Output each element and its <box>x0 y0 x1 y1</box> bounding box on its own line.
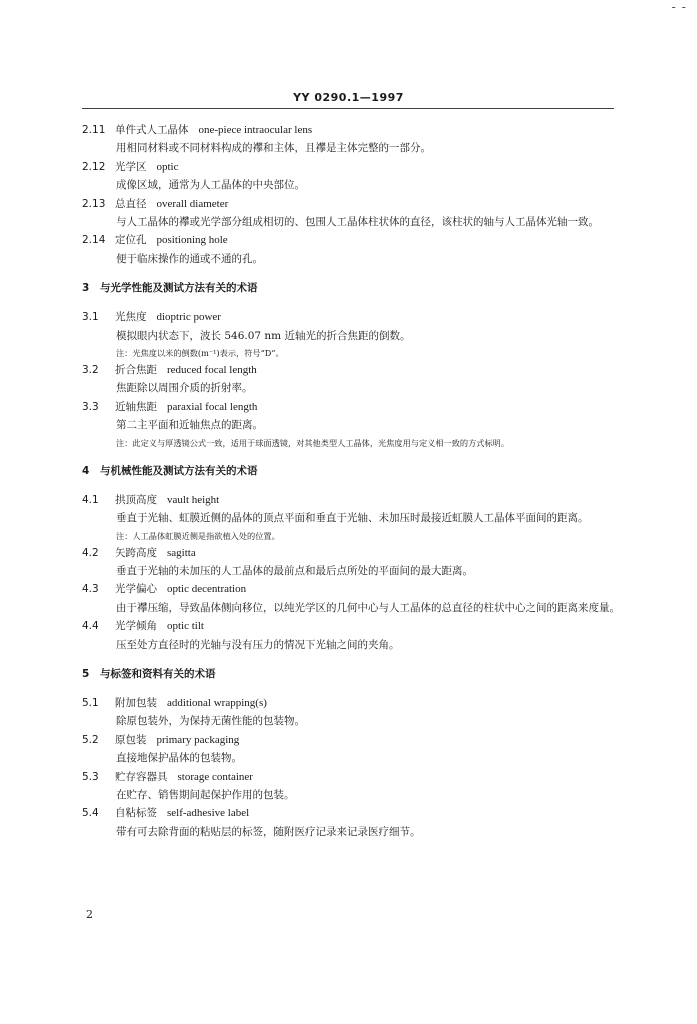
term-definition: 便于临床操作的通或不通的孔。 <box>116 252 263 265</box>
term-english: optic tilt <box>167 620 204 633</box>
term-chinese: 定位孔 <box>115 234 147 247</box>
term-entry <box>82 121 622 139</box>
term-entry <box>82 580 622 598</box>
term-definition: 由于襻压缩，导致晶体侧向移位，以纯光学区的几何中心与人工晶体的总直径的柱状中心之间的距离来度量。 <box>116 601 620 614</box>
term-definition: 垂直于光轴、虹膜近侧的晶体的顶点平面和垂直于光轴、未加压时最接近虹膜人工晶体平面间的距离。 <box>116 512 589 525</box>
term-definition: 在贮存、销售期间起保护作用的包装。 <box>116 788 295 801</box>
page-number: 2 <box>86 908 93 921</box>
term-entry <box>82 768 622 786</box>
term-entry <box>82 491 622 509</box>
term-chinese: 单件式人工晶体 <box>115 124 189 136</box>
term-note: 注：此定义与厚透镜公式一致，适用于球面透镜，对其他类型人工晶体，光焦度用与定义相一致的方式标明。 <box>116 437 510 448</box>
header-rule <box>82 108 614 109</box>
term-definition: 垂直于光轴的未加压的人工晶体的最前点和最后点所处的平面间的最大距离。 <box>116 564 473 577</box>
term-note: 注：人工晶体虹膜近侧是指欲植入处的位置。 <box>116 530 280 541</box>
term-entry <box>82 195 622 213</box>
term-number: 4.1 <box>82 493 99 506</box>
term-entry <box>82 308 622 326</box>
term-english: additional wrapping(s) <box>167 696 267 709</box>
section-heading <box>82 279 622 297</box>
section-heading <box>82 665 622 683</box>
term-chinese: 光焦度 <box>115 311 147 324</box>
term-english: overall diameter <box>156 197 229 210</box>
term-number: 5.3 <box>82 770 99 783</box>
corner-mark: - - <box>671 0 687 14</box>
term-entry <box>82 398 622 416</box>
section-title: 与机械性能及测试方法有关的术语 <box>100 464 258 477</box>
term-entry <box>82 544 622 562</box>
section-heading <box>82 462 622 480</box>
term-entry <box>82 804 622 822</box>
term-definition: 焦距除以周围介质的折射率。 <box>116 382 253 395</box>
term-english: positioning hole <box>156 234 228 247</box>
term-definition: 成像区域，通常为人工晶体的中央部位。 <box>116 179 305 192</box>
term-chinese: 总直径 <box>115 197 147 210</box>
term-english: optic decentration <box>167 583 247 596</box>
term-number: 2.11 <box>82 124 106 136</box>
term-definition: 除原包装外，为保持无菌性能的包装物。 <box>116 715 305 728</box>
term-number: 3.1 <box>82 311 99 324</box>
term-english: optic <box>156 160 179 173</box>
term-number: 5.4 <box>82 807 99 820</box>
term-number: 2.14 <box>82 234 106 247</box>
term-chinese: 拱顶高度 <box>115 493 157 506</box>
term-number: 4.2 <box>82 546 99 559</box>
term-entry <box>82 617 622 635</box>
term-definition: 模拟眼内状态下，波长 546.07 nm 近轴光的折合焦距的倒数。 <box>116 329 411 342</box>
term-definition: 与人工晶体的襻或光学部分组成相切的、包围人工晶体柱状体的直径，该柱状的轴与人工晶体光轴一致。 <box>116 216 599 229</box>
term-chinese: 自粘标签 <box>115 807 157 820</box>
term-entry <box>82 158 622 176</box>
term-english: sagitta <box>167 546 196 559</box>
term-chinese: 光学倾角 <box>115 620 157 633</box>
term-english: one-piece intraocular lens <box>198 124 313 136</box>
term-chinese: 光学区 <box>115 160 147 173</box>
term-english: storage container <box>177 770 253 783</box>
term-definition: 第二主平面和近轴焦点的距离。 <box>116 419 263 432</box>
document-body <box>82 121 622 841</box>
term-definition: 用相同材料或不同材料构成的襻和主体，且襻是主体完整的一部分。 <box>116 142 431 155</box>
section-title: 与标签和资料有关的术语 <box>100 667 216 680</box>
term-english: reduced focal length <box>167 364 257 377</box>
term-chinese: 原包装 <box>115 733 147 746</box>
term-chinese: 光学偏心 <box>115 583 157 596</box>
term-entry <box>82 361 622 379</box>
term-english: primary packaging <box>156 733 240 746</box>
term-definition: 直接地保护晶体的包装物。 <box>116 752 242 765</box>
term-chinese: 矢跨高度 <box>115 546 157 559</box>
term-definition: 压至处方直径时的光轴与没有压力的情况下光轴之间的夹角。 <box>116 638 400 651</box>
term-english: vault height <box>167 493 220 506</box>
term-number: 3.2 <box>82 364 99 377</box>
term-english: self-adhesive label <box>167 807 250 820</box>
standard-header: YY 0290.1—1997 <box>293 91 404 104</box>
term-chinese: 近轴焦距 <box>115 400 157 413</box>
term-number: 3.3 <box>82 400 99 413</box>
term-english: paraxial focal length <box>167 400 258 413</box>
term-number: 4.4 <box>82 620 99 633</box>
term-entry <box>82 231 622 249</box>
term-chinese: 附加包装 <box>115 696 157 709</box>
term-number: 4.3 <box>82 583 99 596</box>
term-number: 2.13 <box>82 197 106 210</box>
section-number: 4 <box>82 464 90 477</box>
term-chinese: 折合焦距 <box>115 364 157 377</box>
term-number: 5.2 <box>82 733 99 746</box>
section-number: 5 <box>82 667 90 680</box>
term-number: 2.12 <box>82 160 106 173</box>
term-number: 5.1 <box>82 696 99 709</box>
term-entry <box>82 694 622 712</box>
term-entry <box>82 731 622 749</box>
term-english: dioptric power <box>156 311 221 324</box>
term-note: 注：光焦度以米的倒数(m⁻¹)表示，符号“D”。 <box>116 348 284 359</box>
term-definition: 带有可去除背面的粘贴层的标签，随附医疗记录来记录医疗细节。 <box>116 825 421 838</box>
term-chinese: 贮存容器具 <box>115 770 168 783</box>
section-number: 3 <box>82 282 90 295</box>
section-title: 与光学性能及测试方法有关的术语 <box>100 282 258 295</box>
